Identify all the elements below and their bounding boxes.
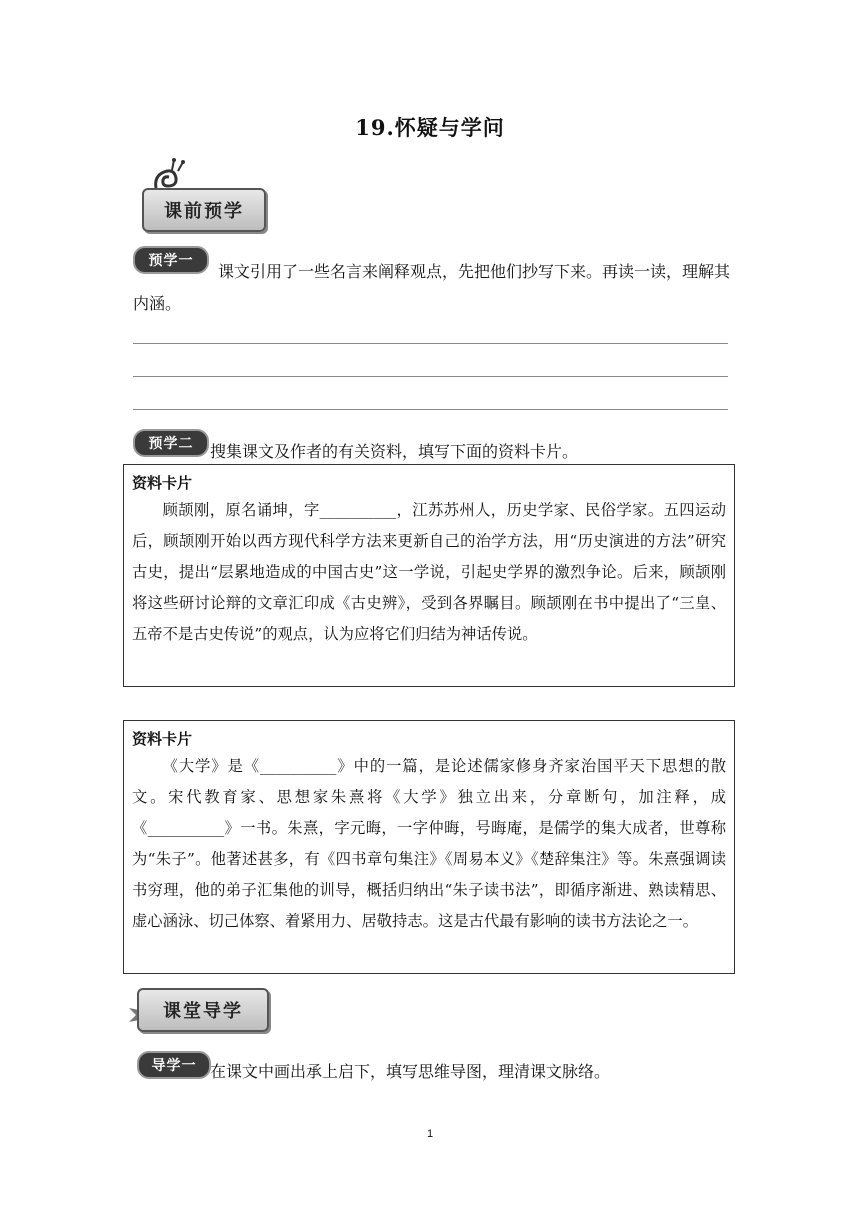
answer-line xyxy=(133,409,728,410)
page-number: 1 xyxy=(426,1128,434,1140)
card-title: 资料卡片 xyxy=(132,474,193,492)
task-label-preview-2: 预学二 xyxy=(133,429,209,457)
section-badge-preview: 课前预学 xyxy=(142,188,266,232)
answer-line xyxy=(133,376,728,377)
card-body: 《大学》是《__________》中的一篇，是论述儒家修身齐家治国平天下思想的散文。宋代教育家、思想家朱熹将《大学》独立出来，分章断句，加注释，成《__________》一书。朱熹，字元晦，一字仲晦，号晦庵，是儒学的集大成者，世尊称为“朱子”。他著述甚多，有《四书章句集注》《周易本义》《楚辞集注》等。朱熹强调读书穷理，他的弟子汇集他的训导，概括归纳出“朱子读书法”，即循序渐进、熟读精思、虚心涵泳、切己体察、着紧用力、居敬持志。这是古代最有影响的读书方法论之一。 xyxy=(132,757,726,930)
task-label-guide-1: 导学一 xyxy=(137,1051,211,1079)
task-text-preview-2: 搜集课文及作者的有关资料，填写下面的资料卡片。 xyxy=(210,442,579,461)
section-badge-class: 课堂导学 xyxy=(137,988,269,1032)
info-card-gu-jiegang xyxy=(123,464,735,687)
task-text-guide-1: 在课文中画出承上启下，填写思维导图，理清课文脉络。 xyxy=(210,1062,611,1081)
snail-icon xyxy=(150,158,190,192)
task-text-preview-1: 课文引用了一些名言来阐释观点，先把他们抄写下来。再读一读，理解其内涵。 xyxy=(133,262,731,313)
card-title: 资料卡片 xyxy=(132,730,193,748)
card-body: 顾颉刚，原名诵坤，字__________，江苏苏州人，历史学家、民俗学家。五四运动后，顾颉刚开始以西方现代科学方法来更新自己的治学方法，用“历史演进的方法”研究古史，提出“层累地造成的中国古史”这一学说，引起史学界的激烈争论。后来，顾颉刚将这些研讨论辩的文章汇印成《古史辨》，受到各界瞩目。顾颉刚在书中提出了“三皇、五帝不是古史传说”的观点，认为应将它们归结为神话传说。 xyxy=(132,501,726,643)
page-title: 19.怀疑与学问 xyxy=(355,115,505,140)
task-label-preview-1: 预学一 xyxy=(133,246,209,274)
info-card-daxue xyxy=(123,720,735,974)
answer-line xyxy=(133,343,728,344)
